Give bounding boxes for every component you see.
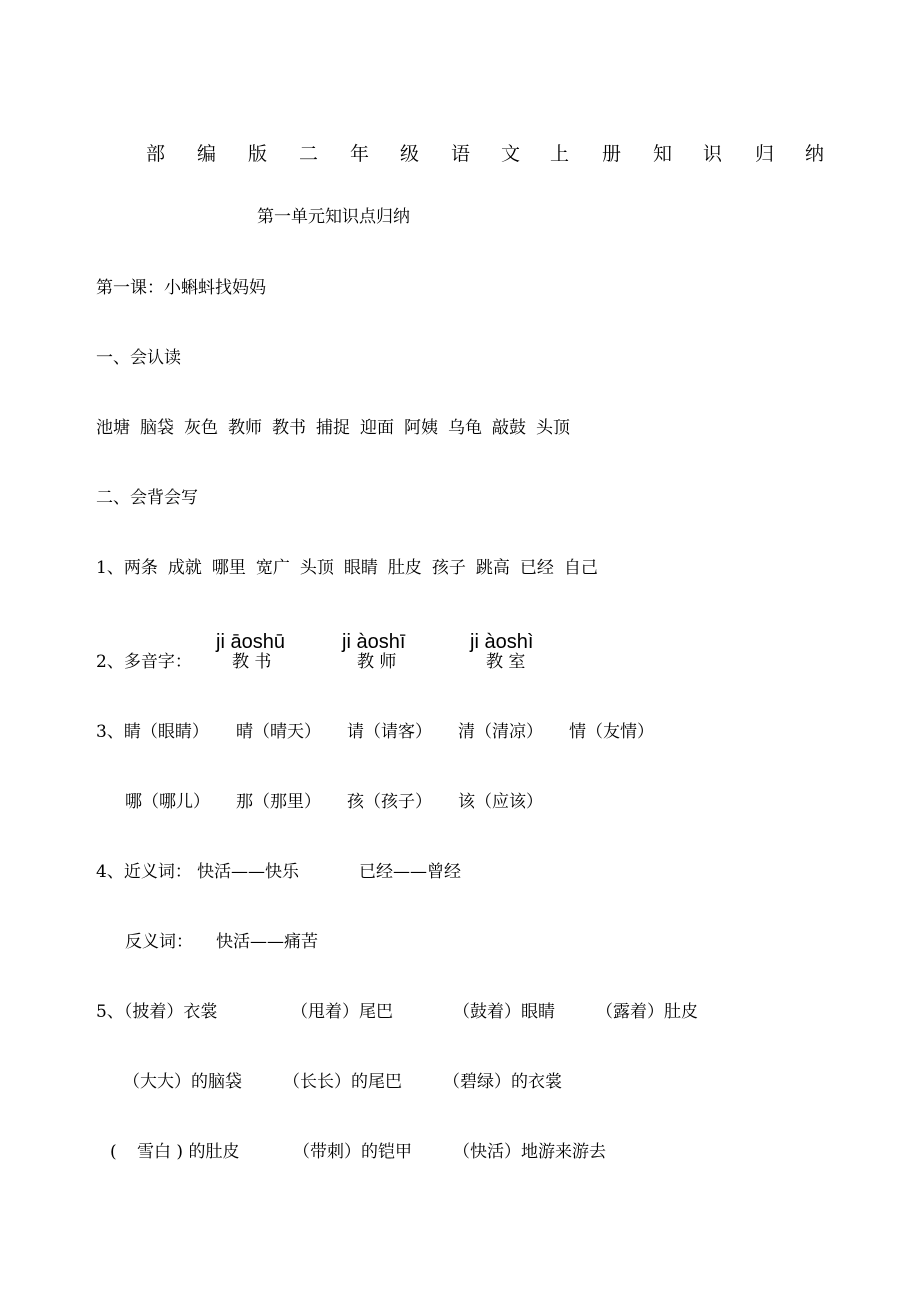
pinyin: ji àoshī <box>342 631 406 653</box>
word: 灰色 <box>184 418 218 438</box>
phrase: （碧绿）的衣裳 <box>443 1072 562 1092</box>
word: 头顶 <box>299 558 334 578</box>
item-3-entry: 情（友情） <box>569 722 654 742</box>
title-char: 识 <box>703 143 723 165</box>
title-char: 语 <box>451 143 471 165</box>
synonym-pair: 已经——曾经 <box>359 862 461 882</box>
word: 自己 <box>563 558 598 578</box>
word: 阿姨 <box>404 418 438 438</box>
word: 两条 <box>123 558 158 578</box>
phrase: （鼓着）眼睛 <box>453 1002 555 1022</box>
title-char: 年 <box>350 143 370 165</box>
phrase: 雪白 ) 的肚皮 <box>137 1142 240 1162</box>
section-heading: 二、会背会写 <box>96 488 198 508</box>
phrase: （甩着）尾巴 <box>291 1002 393 1022</box>
item-3-entry: 孩（孩子） <box>347 792 432 812</box>
word: 跳高 <box>475 558 510 578</box>
title-char: 册 <box>602 143 622 165</box>
word: 哪里 <box>211 558 246 578</box>
item-3-entry: 该（应该） <box>458 792 543 812</box>
word: 成就 <box>167 558 202 578</box>
title-char: 部 <box>146 143 166 165</box>
synonym-label: 4、近义词： <box>96 862 192 882</box>
item-3-entry: 请（请客） <box>347 722 432 742</box>
pinyin: ji àoshì <box>470 631 534 653</box>
pinyin: ji āoshū <box>216 631 285 653</box>
synonym-pair: 快活——快乐 <box>197 862 299 882</box>
word: 敲鼓 <box>492 418 526 438</box>
word: 宽广 <box>255 558 290 578</box>
word: 教书 <box>272 418 306 438</box>
phrase: （长长）的尾巴 <box>283 1072 402 1092</box>
polyphone-chars: 教 室 <box>486 652 526 672</box>
title-char: 文 <box>501 143 521 165</box>
title-char: 编 <box>197 143 217 165</box>
word: 已经 <box>519 558 554 578</box>
item-3-entry: 清（清凉） <box>458 722 543 742</box>
phrase: （大大）的脑袋 <box>123 1072 242 1092</box>
unit-title: 第一单元知识点归纳 <box>257 207 410 227</box>
antonym-pair: 快活——痛苦 <box>216 932 318 952</box>
item-3-entry: 晴（晴天） <box>236 722 321 742</box>
word: 肚皮 <box>387 558 422 578</box>
item-3-entry: 3、睛（眼睛） <box>96 722 209 742</box>
word: 眼睛 <box>343 558 378 578</box>
title-char: 纳 <box>805 143 825 165</box>
word: 脑袋 <box>140 418 174 438</box>
lesson-title: 第一课：小蝌蚪找妈妈 <box>96 278 266 298</box>
phrase: 5、（披着）衣裳 <box>96 1002 218 1022</box>
title-char: 归 <box>755 143 775 165</box>
title-char: 知 <box>653 143 673 165</box>
item-3-entry: 哪（哪儿） <box>125 792 210 812</box>
polyphone-chars: 教 书 <box>232 652 272 672</box>
phrase: （快活）地游来游去 <box>453 1142 606 1162</box>
section-heading: 一、会认读 <box>96 348 181 368</box>
word: 迎面 <box>360 418 394 438</box>
polyphone-chars: 教 师 <box>357 652 397 672</box>
phrase-open-paren: ( <box>110 1142 117 1162</box>
title-char: 级 <box>400 143 420 165</box>
title-char: 版 <box>248 143 268 165</box>
word: 池塘 <box>96 418 130 438</box>
phrase: （露着）肚皮 <box>596 1002 698 1022</box>
word: 乌龟 <box>448 418 482 438</box>
title-char: 二 <box>299 143 319 165</box>
word: 捕捉 <box>316 418 350 438</box>
antonym-label: 反义词： <box>125 932 193 952</box>
title-char: 上 <box>550 143 570 165</box>
word: 头顶 <box>536 418 570 438</box>
phrase: （带刺）的铠甲 <box>293 1142 412 1162</box>
item-3-entry: 那（那里） <box>236 792 321 812</box>
item-1-line <box>96 560 608 577</box>
word: 教师 <box>228 418 262 438</box>
item-2-label: 2、多音字： <box>96 652 192 672</box>
read-words-line <box>96 420 580 437</box>
item-number: 1、 <box>96 558 124 578</box>
word: 孩子 <box>431 558 466 578</box>
